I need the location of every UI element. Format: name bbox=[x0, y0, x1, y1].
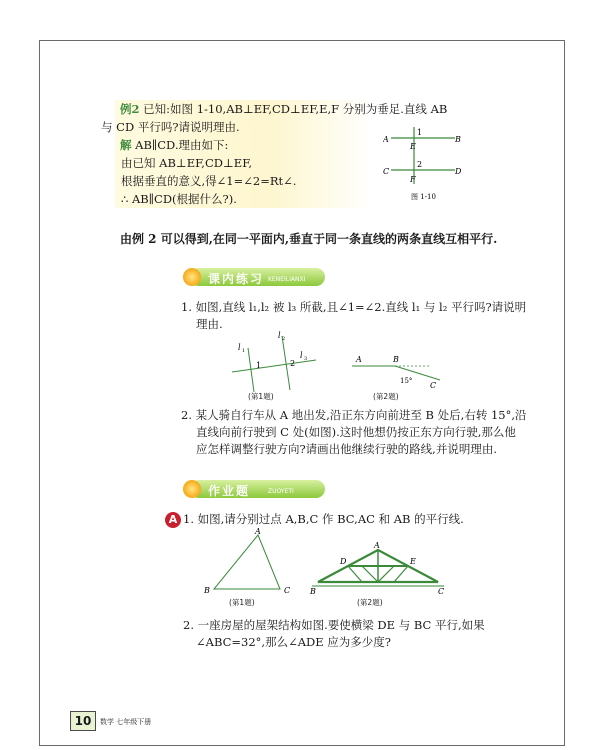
label-c: C bbox=[438, 587, 445, 596]
solution-line-3: 根据垂直的意义,得∠1=∠2=Rt∠. bbox=[121, 174, 297, 188]
label-d: D bbox=[455, 167, 462, 176]
strut-right bbox=[394, 566, 408, 582]
label-angle: 15° bbox=[400, 377, 413, 385]
practice-fig1-caption: (第1题) bbox=[248, 392, 274, 401]
label-l1: l bbox=[238, 343, 241, 352]
example-question-1: 已知:如图 1-10,AB⊥EF,CD⊥EF,E,F 分别为垂足.直线 AB bbox=[143, 102, 448, 116]
label-l2-sub: 2 bbox=[282, 336, 286, 342]
solution-text-1: AB∥CD.理由如下: bbox=[135, 138, 229, 152]
label-angle-2: 2 bbox=[417, 160, 423, 169]
practice-q1-line1: 1. 如图,直线 l₁,l₂ 被 l₃ 所截,且∠1=∠2.直线 l₁ 与 l₂ 平行吗?请说明 bbox=[181, 300, 527, 314]
homework-figure-2 bbox=[310, 540, 450, 600]
label-angle-2: 2 bbox=[290, 359, 296, 368]
conclusion-text: 由例 2 可以得到,在同一平面内,垂直于同一条直线的两条直线互相平行. bbox=[120, 232, 498, 246]
label-l3-sub: 3 bbox=[304, 356, 308, 362]
practice-q2-line3: 应怎样调整行驶方向?请画出他继续行驶的路线,并说明理由. bbox=[196, 442, 497, 456]
solution-line-2: 由已知 AB⊥EF,CD⊥EF, bbox=[121, 156, 253, 170]
practice-q2-line2: 直线向前行驶到 C 处(如图).这时他想仍按正东方向行驶,那么他 bbox=[196, 425, 516, 439]
triangle-abc bbox=[214, 535, 280, 589]
label-l2: l bbox=[278, 331, 281, 340]
homework-subtitle: ZUOYETI bbox=[268, 488, 294, 495]
label-a: A bbox=[255, 527, 261, 536]
label-c: C bbox=[430, 381, 437, 390]
line-l2 bbox=[282, 336, 290, 390]
label-b: B bbox=[204, 586, 210, 595]
label-b: B bbox=[310, 587, 316, 596]
homework-fig2-caption: (第2题) bbox=[357, 598, 383, 607]
homework-figure-1 bbox=[200, 527, 300, 597]
label-a: A bbox=[383, 135, 389, 144]
practice-subtitle: KENEILIANXI bbox=[268, 276, 306, 283]
example-question-2: 与 CD 平行吗?请说明理由. bbox=[101, 120, 240, 134]
label-l3: l bbox=[300, 351, 303, 360]
label-angle-1: 1 bbox=[417, 128, 423, 137]
practice-q1-line2: 理由. bbox=[196, 317, 223, 331]
example-line-1 bbox=[120, 101, 447, 118]
homework-q2-line1: 2. 一座房屋的屋架结构如图.要使横梁 DE 与 BC 平行,如果 bbox=[183, 618, 485, 632]
label-e: E bbox=[410, 142, 416, 151]
label-l1-sub: 1 bbox=[242, 348, 246, 354]
example-label: 例2 bbox=[120, 102, 140, 116]
brace-right bbox=[378, 566, 394, 582]
solution-label: 解 bbox=[120, 138, 132, 152]
label-c: C bbox=[383, 167, 390, 176]
level-a-icon: A bbox=[165, 512, 181, 528]
label-f: F bbox=[410, 175, 416, 184]
label-a: A bbox=[356, 355, 362, 364]
brace-left bbox=[362, 566, 378, 582]
solution-line-4: ∴ AB∥CD(根据什么?). bbox=[121, 192, 237, 206]
label-angle-1: 1 bbox=[256, 361, 262, 370]
sun-icon bbox=[183, 268, 201, 286]
practice-title: 课内练习 bbox=[208, 272, 265, 286]
page-number: 10 bbox=[70, 711, 96, 731]
figure-caption: 图 1-10 bbox=[411, 193, 436, 201]
label-c: C bbox=[284, 586, 291, 595]
label-d: D bbox=[340, 557, 347, 566]
label-b: B bbox=[455, 135, 461, 144]
homework-title: 作业题 bbox=[208, 484, 251, 498]
practice-q2-line1: 2. 某人骑自行车从 A 地出发,沿正东方向前进至 B 处后,右转 15°,沿 bbox=[181, 408, 527, 422]
label-a: A bbox=[374, 541, 380, 550]
sun-icon bbox=[183, 480, 201, 498]
solution-line-1 bbox=[120, 137, 228, 154]
strut-left bbox=[348, 566, 362, 582]
practice-figure-1 bbox=[226, 330, 322, 396]
homework-q2-line2: ∠ABC=32°,那么∠ADE 应为多少度? bbox=[196, 635, 391, 649]
practice-fig2-caption: (第2题) bbox=[373, 392, 399, 401]
homework-fig1-caption: (第1题) bbox=[229, 598, 255, 607]
practice-figure-2 bbox=[350, 350, 445, 392]
homework-q1: 1. 如图,请分别过点 A,B,C 作 BC,AC 和 AB 的平行线. bbox=[183, 512, 464, 526]
label-e: E bbox=[410, 557, 416, 566]
label-b: B bbox=[393, 355, 399, 364]
book-title: 数学 七年级下册 bbox=[100, 718, 152, 726]
figure-1-10 bbox=[383, 122, 473, 204]
